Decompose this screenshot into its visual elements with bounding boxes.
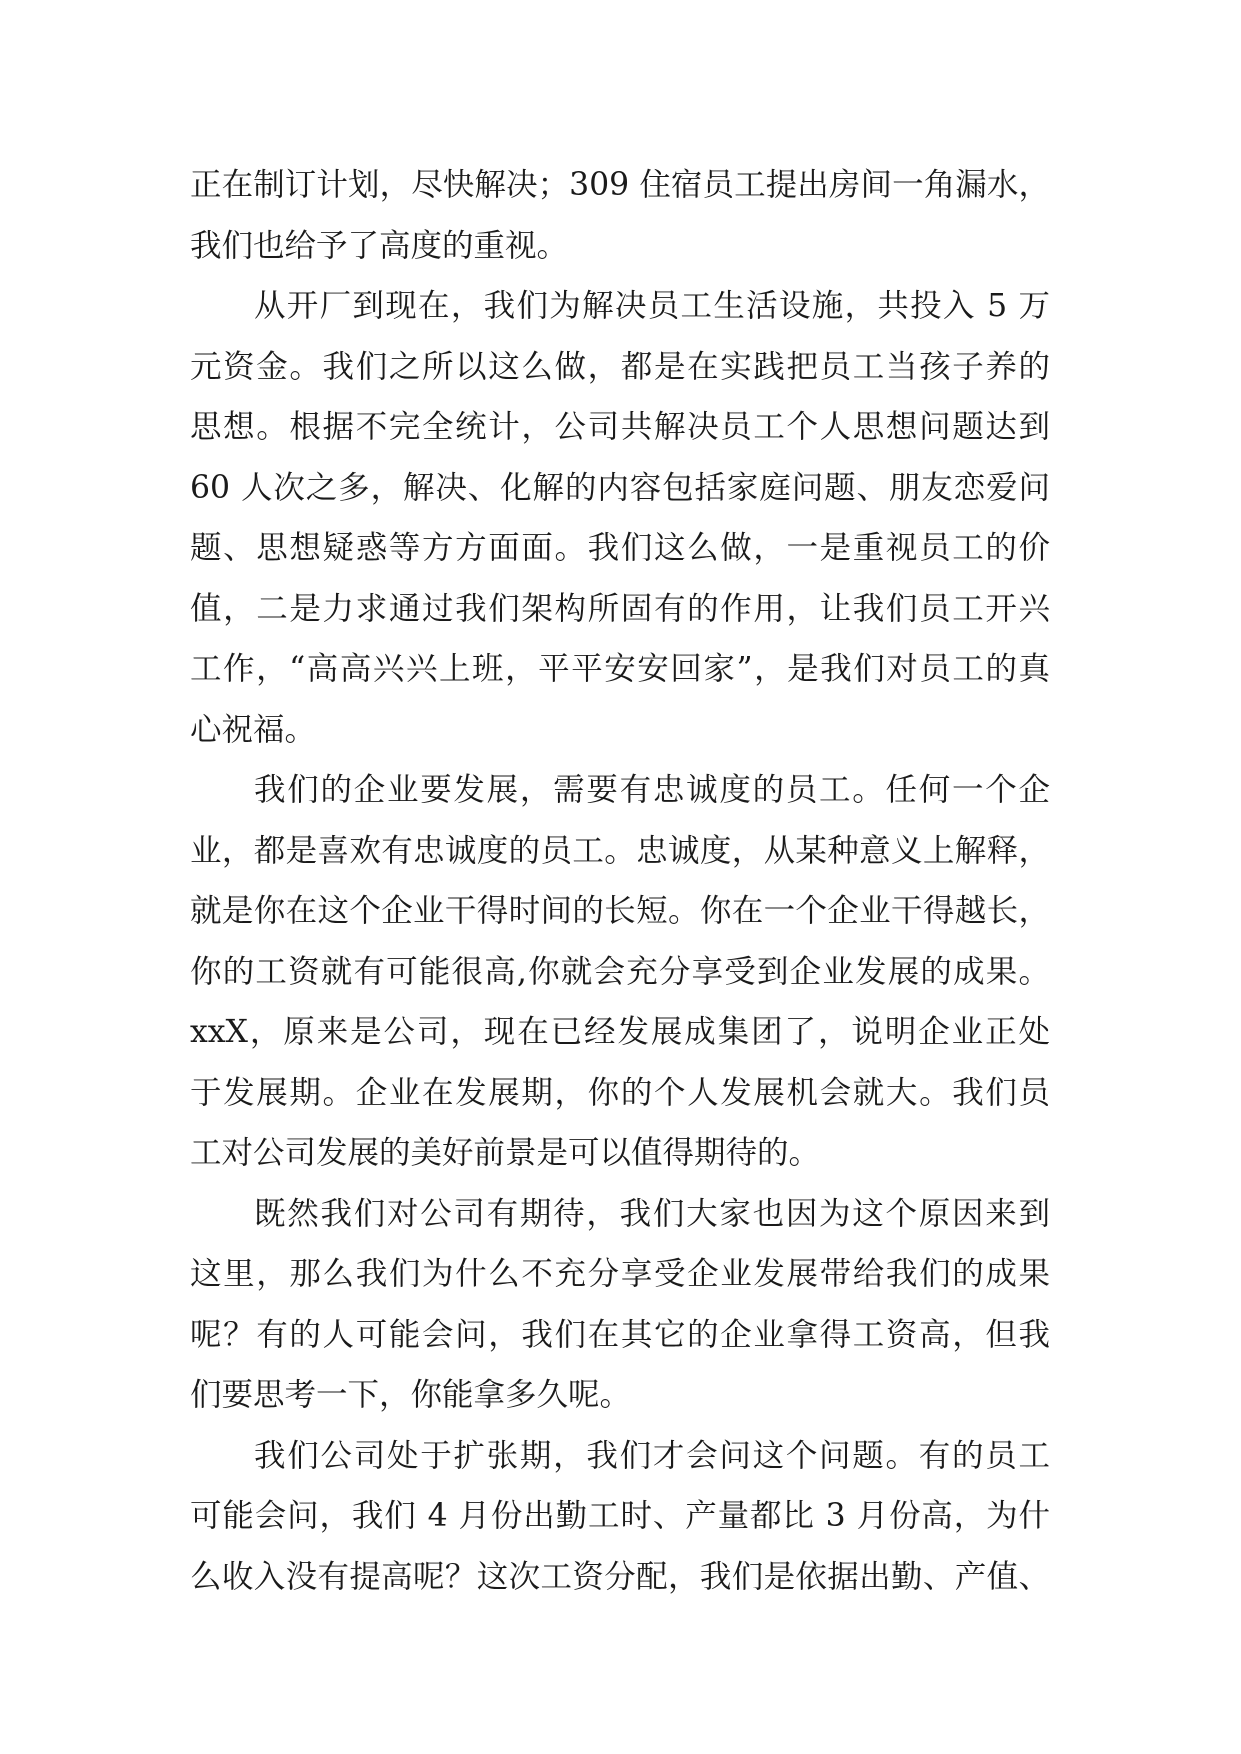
text-line: 可能会问，我们 4 月份出勤工时、产量都比 3 月份高，为什 — [190, 1498, 1050, 1534]
text-line: 既然我们对公司有期待，我们大家也因为这个原因来到 — [254, 1195, 1050, 1232]
text-line: 呢？有的人可能会问，我们在其它的企业拿得工资高，但我 — [190, 1316, 1050, 1353]
text-line: 我们也给予了高度的重视。 — [190, 227, 569, 264]
text-line: xxX，原来是公司，现在已经发展成集团了，说明企业正处 — [190, 1014, 1050, 1050]
text-line: 工对公司发展的美好前景是可以值得期待的。 — [190, 1135, 821, 1171]
text-line: 么收入没有提高呢？这次工资分配，我们是依据出勤、产值、 — [190, 1558, 1050, 1595]
text-line: 题、思想疑惑等方方面面。我们这么做，一是重视员工的价 — [190, 530, 1050, 566]
text-line: 思想。根据不完全统计，公司共解决员工个人思想问题达到 — [190, 409, 1050, 445]
body-text — [190, 155, 1050, 1607]
text-line: 你的工资就有可能很高,你就会充分享受到企业发展的成果。 — [190, 953, 1050, 990]
text-line: 这里，那么我们为什么不充分享受企业发展带给我们的成果 — [190, 1256, 1050, 1292]
text-line: 从开厂到现在，我们为解决员工生活设施，共投入 5 万 — [254, 288, 1050, 324]
text-line: 就是你在这个企业干得时间的长短。你在一个企业干得越长， — [190, 893, 1050, 929]
text-line: 值，二是力求通过我们架构所固有的作用，让我们员工开兴 — [190, 590, 1050, 627]
text-line: 我们公司处于扩张期，我们才会问这个问题。有的员工 — [254, 1437, 1050, 1474]
text-line: 于发展期。企业在发展期，你的个人发展机会就大。我们员 — [190, 1074, 1050, 1111]
text-line: 们要思考一下，你能拿多久呢。 — [190, 1377, 632, 1413]
text-line: 正在制订计划，尽快解决；309 住宿员工提出房间一角漏水， — [190, 167, 1050, 203]
text-line: 心祝福。 — [190, 711, 317, 748]
text-line: 60 人次之多，解决、化解的内容包括家庭问题、朋友恋爱问 — [190, 469, 1050, 506]
text-line: 业，都是喜欢有忠诚度的员工。忠诚度，从某种意义上解释， — [190, 832, 1050, 869]
text-line: 元资金。我们之所以这么做，都是在实践把员工当孩子养的 — [190, 348, 1050, 385]
text-line: 我们的企业要发展，需要有忠诚度的员工。任何一个企 — [254, 772, 1050, 808]
text-line: 工作，“高高兴兴上班，平平安安回家”，是我们对员工的真 — [190, 651, 1050, 687]
